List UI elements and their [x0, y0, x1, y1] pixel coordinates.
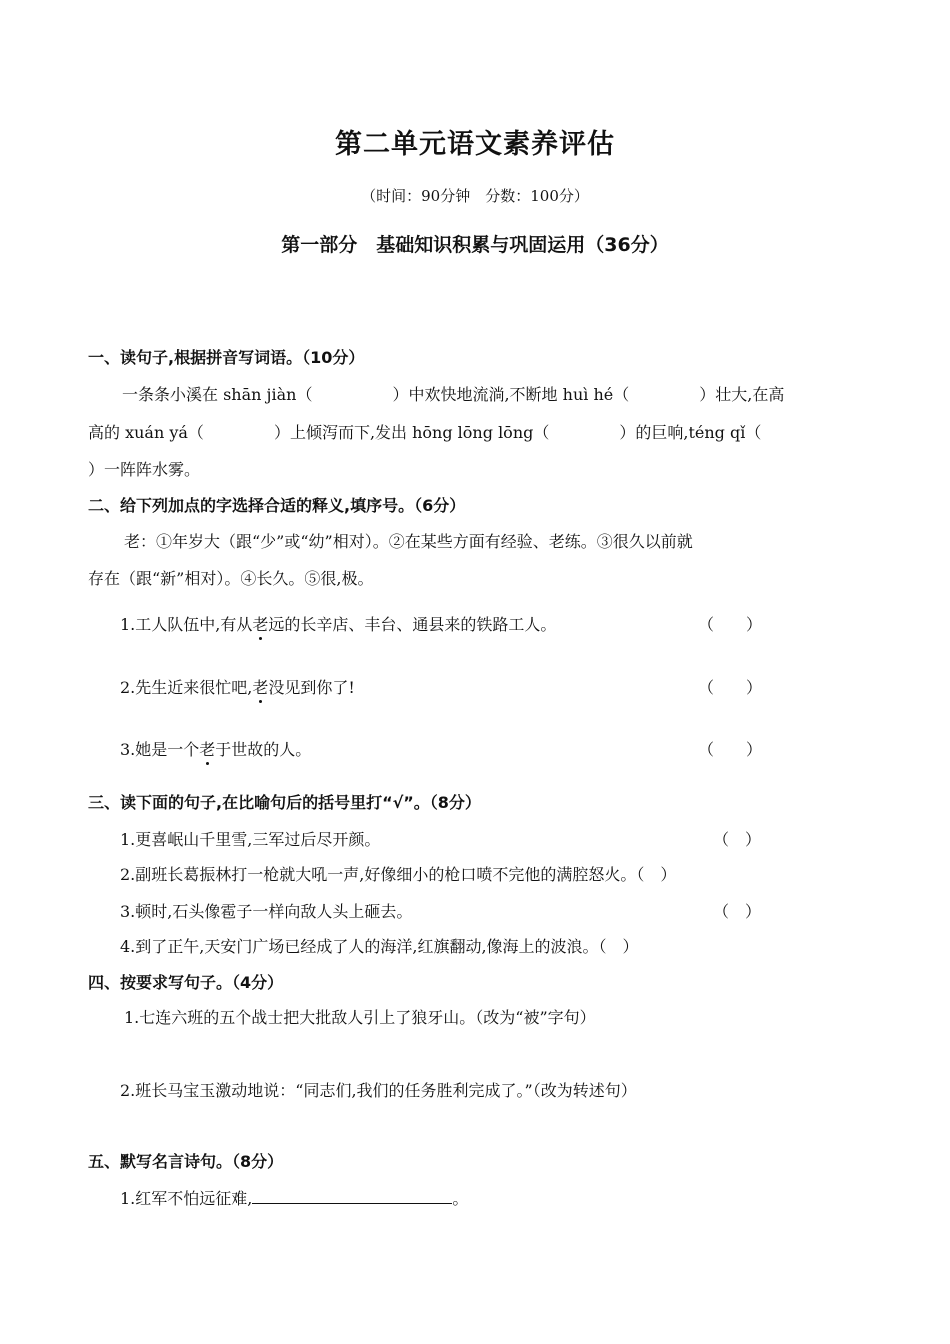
- answer-paren-2-2[interactable]: （ ）: [698, 678, 763, 697]
- section-1-line-3: ）一阵阵水雾。: [88, 460, 201, 479]
- answer-paren-2-1[interactable]: （ ）: [698, 615, 763, 634]
- dotted-character: 老: [252, 612, 268, 635]
- definition-line-2: 存在（跟“新”相对）。④长久。⑤很,极。: [88, 569, 374, 588]
- section-2-question-2: [120, 675, 355, 698]
- dotted-character: 老: [199, 737, 215, 760]
- question-text: 1.红军不怕远征难,: [120, 1189, 253, 1208]
- section-1-line-2: [88, 420, 761, 443]
- section-4-question-1: 1.七连六班的五个战士把大批敌人引上了狼牙山。（改为“被”字句）: [124, 1008, 596, 1027]
- question-text: 3.她是一个: [120, 740, 200, 759]
- section-1-line-1: [122, 382, 784, 405]
- section-3-heading: 三、读下面的句子,在比喻句后的括号里打“√”。（8分）: [88, 793, 481, 812]
- section-4-question-2: 2.班长马宝玉激动地说：“同志们,我们的任务胜利完成了。”（改为转述句）: [120, 1081, 637, 1100]
- section-3-question-1: 1.更喜岷山千里雪,三军过后尽开颜。: [120, 830, 381, 849]
- line-1-tail: ）壮大,在高: [699, 385, 785, 404]
- exam-time-score: （时间：90分钟 分数：100分）: [361, 187, 589, 205]
- question-text: 于世故的人。: [215, 740, 312, 759]
- pinyin-text-honglonglong: ）上倾泻而下,发出 hōng lōng lōng（: [273, 423, 550, 442]
- section-1-heading: 一、读句子,根据拼音写词语。（10分）: [88, 348, 365, 367]
- question-text: 远的长辛店、丰台、通县来的铁路工人。: [268, 615, 557, 634]
- page-title: 第二单元语文素养评估: [335, 129, 615, 160]
- pinyin-text-xuanya: 高的 xuán yá（: [88, 423, 204, 442]
- pinyin-text-tengqi: ）的巨响,téng qǐ（: [619, 423, 762, 442]
- answer-underline-5-1[interactable]: [252, 1189, 452, 1204]
- section-4-heading: 四、按要求写句子。（4分）: [88, 973, 284, 992]
- section-3-question-2: 2.副班长葛振林打一枪就大吼一声,好像细小的枪口喷不完他的满腔怒火。（ ）: [120, 865, 677, 884]
- section-5-heading: 五、默写名言诗句。（8分）: [88, 1152, 284, 1171]
- dotted-character: 老: [252, 675, 268, 698]
- question-text: 。: [452, 1189, 469, 1208]
- section-5-question-1: [120, 1186, 468, 1209]
- pinyin-text-huihe: ）中欢快地流淌,不断地 huì hé（: [392, 385, 630, 404]
- section-3-question-3: 3.顿时,石头像雹子一样向敌人头上砸去。: [120, 902, 413, 921]
- pinyin-text-shanjian: 一条条小溪在 shān jiàn（: [122, 385, 313, 404]
- section-2-question-3: [120, 737, 311, 760]
- question-text: 没见到你了!: [268, 678, 355, 697]
- answer-paren-3-1[interactable]: （ ）: [713, 830, 762, 849]
- section-2-heading: 二、给下列加点的字选择合适的释义,填序号。（6分）: [88, 496, 466, 515]
- section-2-question-1: [120, 612, 556, 635]
- question-text: 2.先生近来很忙吧,: [120, 678, 253, 697]
- answer-paren-3-3[interactable]: （ ）: [713, 902, 762, 921]
- definition-line-1: 老：①年岁大（跟“少”或“幼”相对）。②在某些方面有经验、老练。③很久以前就: [124, 532, 693, 551]
- section-3-question-4: 4.到了正午,天安门广场已经成了人的海洋,红旗翻动,像海上的波浪。（ ）: [120, 937, 639, 956]
- answer-paren-2-3[interactable]: （ ）: [698, 740, 763, 759]
- part-one-title: 第一部分 基础知识积累与巩固运用（36分）: [281, 234, 669, 256]
- question-text: 1.工人队伍中,有从: [120, 615, 253, 634]
